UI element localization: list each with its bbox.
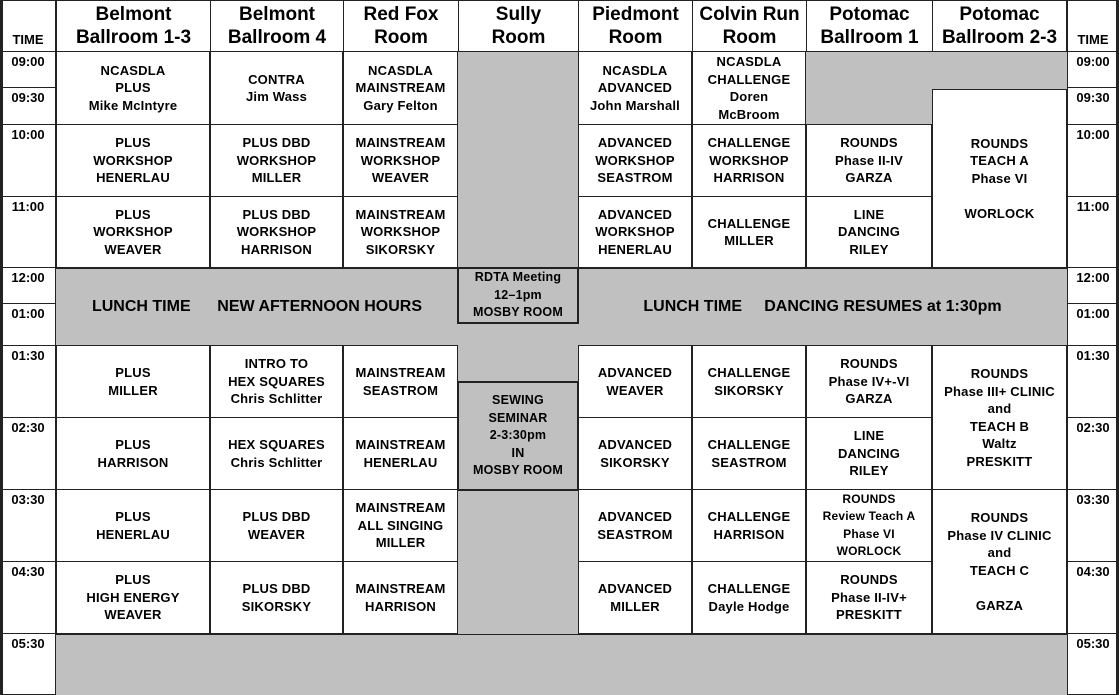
session-cell bbox=[806, 346, 932, 418]
session-cell bbox=[692, 418, 806, 490]
session-cell bbox=[343, 562, 458, 634]
session-cell bbox=[578, 418, 692, 490]
session-cell bbox=[343, 125, 458, 197]
session-cell bbox=[692, 346, 806, 418]
session-cell bbox=[210, 418, 343, 490]
time-slot-label bbox=[1067, 197, 1119, 268]
time-slot-label bbox=[0, 197, 56, 268]
room-header bbox=[806, 0, 932, 52]
text-line: 02:30 bbox=[1076, 420, 1110, 435]
time-slot-label bbox=[0, 304, 56, 346]
text-line: HARRISON bbox=[365, 598, 436, 614]
text-line: WEAVER bbox=[104, 607, 162, 623]
session-cell bbox=[692, 490, 806, 562]
text-line: PLUS bbox=[115, 206, 151, 222]
text-line: TEACH B bbox=[969, 418, 1030, 434]
text-line: LUNCH TIME NEW AFTERNOON HOURS bbox=[91, 298, 423, 315]
room-header bbox=[932, 0, 1067, 52]
session-cell bbox=[210, 52, 343, 125]
text-line: 09:00 bbox=[1076, 54, 1110, 69]
text-line: MILLER bbox=[610, 598, 660, 614]
text-line: WEAVER bbox=[606, 382, 664, 398]
text-line: Review Teach A bbox=[822, 509, 916, 523]
text-line: Gary Felton bbox=[363, 97, 438, 113]
potomac23-morning-rounds bbox=[932, 89, 1067, 268]
session-cell bbox=[806, 490, 932, 562]
text-line: HENERLAU bbox=[363, 454, 438, 470]
text-line: HEX SQUARES bbox=[228, 373, 325, 389]
text-line: John Marshall bbox=[589, 97, 680, 113]
text-line: WORKSHOP bbox=[236, 152, 317, 168]
text-line: MAINSTREAM bbox=[355, 365, 446, 380]
text-line: SIKORSKY bbox=[365, 241, 436, 257]
session-cell bbox=[56, 197, 210, 268]
text-line: Phase II-IV bbox=[835, 152, 903, 168]
text-line: Belmont bbox=[95, 4, 172, 25]
text-line: HEX SQUARES bbox=[228, 437, 325, 452]
text-line: RDTA Meeting bbox=[474, 270, 562, 285]
text-line: ADVANCED bbox=[597, 509, 673, 524]
text-line: MOSBY ROOM bbox=[473, 305, 563, 320]
session-cell bbox=[692, 197, 806, 268]
text-line: PLUS DBD bbox=[242, 581, 311, 596]
time-slot-label bbox=[1067, 125, 1119, 197]
text-line: Ballroom 1-3 bbox=[75, 27, 192, 48]
time-slot-label bbox=[1067, 562, 1119, 634]
text-line: LINE bbox=[853, 206, 885, 222]
time-header-left bbox=[0, 0, 56, 52]
session-cell bbox=[56, 490, 210, 562]
session-cell bbox=[692, 562, 806, 634]
session-cell bbox=[210, 562, 343, 634]
text-line: WORKSHOP bbox=[93, 224, 173, 240]
text-line: PLUS DBD bbox=[242, 206, 311, 222]
text-line: GARZA bbox=[975, 597, 1024, 613]
text-line: PLUS bbox=[115, 135, 151, 151]
text-line: DANCING bbox=[837, 224, 901, 240]
text-line: MOSBY ROOM bbox=[473, 463, 563, 478]
session-cell bbox=[578, 197, 692, 268]
text-line: MAINSTREAM bbox=[355, 135, 446, 151]
text-line: MAINSTREAM bbox=[355, 581, 446, 596]
text-line: TIME bbox=[12, 32, 44, 47]
text-line: CONTRA bbox=[248, 71, 305, 87]
time-slot-label bbox=[1067, 52, 1119, 88]
time-slot-label bbox=[0, 346, 56, 418]
text-line: GARZA bbox=[845, 391, 893, 407]
text-line: and bbox=[987, 401, 1012, 416]
text-line: 11:00 bbox=[1076, 199, 1110, 214]
text-line: Sully bbox=[495, 4, 542, 25]
text-line: Room bbox=[374, 27, 428, 48]
room-header bbox=[343, 0, 458, 52]
time-slot-label bbox=[0, 562, 56, 634]
text-line: 11:00 bbox=[11, 199, 45, 214]
potomac23-afternoon-rounds bbox=[932, 346, 1067, 490]
text-line: CHALLENGE bbox=[707, 581, 791, 596]
text-line: 01:00 bbox=[11, 306, 45, 321]
text-line: 2-3:30pm bbox=[489, 428, 547, 443]
text-line: WORKSHOP bbox=[236, 224, 317, 240]
text-line: ALL SINGING bbox=[357, 517, 444, 533]
text-line: CHALLENGE bbox=[707, 365, 791, 380]
text-line: Piedmont bbox=[592, 4, 679, 25]
text-line: MAINSTREAM bbox=[355, 80, 446, 96]
text-line: RILEY bbox=[849, 463, 889, 479]
text-line: PLUS bbox=[115, 365, 151, 380]
text-line: SIKORSKY bbox=[600, 454, 670, 470]
text-line: NCASDLA bbox=[602, 62, 668, 78]
text-line bbox=[998, 187, 1002, 205]
text-line: 04:30 bbox=[11, 564, 45, 579]
text-line: Ballroom 2-3 bbox=[941, 27, 1058, 48]
text-line: WEAVER bbox=[247, 526, 306, 542]
text-line: MAINSTREAM bbox=[355, 500, 446, 516]
left-border bbox=[0, 0, 3, 695]
text-line: SEWING bbox=[492, 393, 544, 408]
text-line: 02:30 bbox=[11, 420, 45, 435]
text-line: Ballroom 1 bbox=[820, 27, 919, 48]
text-line: ROUNDS bbox=[842, 491, 896, 506]
session-cell bbox=[692, 52, 806, 125]
text-line: 04:30 bbox=[1076, 564, 1110, 579]
potomac23-unscheduled bbox=[932, 52, 1067, 89]
text-line: PLUS bbox=[115, 572, 151, 588]
session-cell bbox=[210, 125, 343, 197]
text-line: 09:00 bbox=[11, 54, 45, 69]
text-line: ADVANCED bbox=[597, 437, 673, 452]
text-line: PRESKITT bbox=[966, 453, 1033, 469]
session-cell bbox=[806, 562, 932, 634]
session-cell bbox=[56, 562, 210, 634]
text-line: ROUNDS bbox=[840, 356, 898, 372]
text-line: WORLOCK bbox=[964, 205, 1035, 221]
text-line: CHALLENGE bbox=[707, 71, 791, 87]
session-cell bbox=[343, 418, 458, 490]
text-line bbox=[998, 579, 1002, 597]
text-line: WORKSHOP bbox=[709, 152, 789, 168]
session-cell bbox=[806, 197, 932, 268]
text-line: PRESKITT bbox=[836, 607, 902, 623]
text-line: TEACH C bbox=[969, 562, 1030, 578]
text-line: McBroom bbox=[718, 106, 780, 122]
time-slot-label bbox=[0, 268, 56, 304]
text-line: 05:30 bbox=[11, 636, 45, 651]
text-line: WORKSHOP bbox=[93, 152, 173, 168]
text-line: 09:30 bbox=[11, 90, 45, 105]
text-line: Phase IV+-VI bbox=[828, 373, 910, 389]
text-line: CHALLENGE bbox=[707, 215, 791, 231]
time-slot-label bbox=[1067, 268, 1119, 304]
text-line: TEACH A bbox=[970, 153, 1029, 169]
text-line: HIGH ENERGY bbox=[86, 589, 180, 605]
time-slot-label bbox=[1067, 634, 1119, 695]
text-line: Waltz bbox=[982, 436, 1017, 451]
text-line: PLUS DBD bbox=[242, 509, 311, 524]
text-line: SIKORSKY bbox=[714, 382, 784, 398]
text-line: WEAVER bbox=[371, 170, 430, 186]
text-line: ADVANCED bbox=[597, 365, 673, 380]
text-line: CHALLENGE bbox=[707, 509, 791, 524]
text-line: Phase VI bbox=[843, 526, 895, 541]
text-line: ROUNDS bbox=[840, 135, 898, 151]
text-line: MILLER bbox=[251, 170, 302, 186]
time-slot-label bbox=[1067, 346, 1119, 418]
text-line: Phase IV CLINIC bbox=[947, 527, 1052, 543]
text-line: DANCING bbox=[837, 445, 901, 461]
session-cell bbox=[343, 52, 458, 125]
text-line: SEASTROM bbox=[597, 526, 673, 542]
text-line: and bbox=[987, 545, 1012, 560]
session-cell bbox=[578, 52, 692, 125]
session-cell bbox=[806, 418, 932, 490]
time-slot-label bbox=[0, 634, 56, 695]
text-line: Red Fox bbox=[363, 4, 439, 25]
text-line: PLUS bbox=[115, 509, 151, 524]
text-line: PLUS bbox=[115, 80, 151, 96]
text-line: Chris Schlitter bbox=[230, 391, 323, 407]
text-line: MAINSTREAM bbox=[355, 437, 446, 452]
text-line: 01:30 bbox=[1076, 348, 1110, 363]
text-line: RILEY bbox=[849, 241, 889, 257]
text-line: 12:00 bbox=[11, 270, 45, 285]
text-line: 12–1pm bbox=[494, 287, 542, 302]
time-slot-label bbox=[0, 490, 56, 562]
time-slot-label bbox=[0, 125, 56, 197]
text-line: Room bbox=[491, 27, 546, 48]
text-line: HARRISON bbox=[97, 454, 169, 470]
text-line: MILLER bbox=[724, 233, 774, 248]
text-line: NCASDLA bbox=[100, 62, 166, 78]
session-cell bbox=[578, 125, 692, 197]
text-line: LINE bbox=[853, 428, 885, 444]
text-line: ROUNDS bbox=[840, 572, 898, 588]
room-header bbox=[210, 0, 343, 52]
text-line: ROUNDS bbox=[970, 510, 1029, 525]
text-line: SIKORSKY bbox=[241, 598, 312, 614]
text-line: MAINSTREAM bbox=[355, 206, 446, 222]
session-cell bbox=[343, 490, 458, 562]
text-line: 10:00 bbox=[11, 127, 45, 142]
room-header bbox=[56, 0, 210, 52]
lunch-banner-left bbox=[56, 268, 458, 346]
text-line: WORKSHOP bbox=[360, 224, 441, 240]
text-line: 01:30 bbox=[11, 348, 45, 363]
session-cell bbox=[210, 490, 343, 562]
room-header bbox=[458, 0, 578, 52]
text-line: WORKSHOP bbox=[595, 152, 675, 168]
text-line: Room bbox=[608, 27, 663, 48]
text-line: HENERLAU bbox=[96, 170, 170, 186]
text-line: ADVANCED bbox=[597, 581, 673, 596]
room-header bbox=[692, 0, 806, 52]
text-line: HARRISON bbox=[713, 526, 785, 542]
session-cell bbox=[578, 562, 692, 634]
lunch-banner-right bbox=[578, 268, 1067, 346]
evening-unscheduled bbox=[56, 634, 1067, 695]
session-cell bbox=[56, 346, 210, 418]
text-line: TIME bbox=[1077, 32, 1109, 47]
text-line: Potomac bbox=[959, 4, 1040, 25]
session-cell bbox=[806, 125, 932, 197]
text-line: Potomac bbox=[829, 4, 910, 25]
text-line: MILLER bbox=[375, 535, 426, 551]
text-line: ADVANCED bbox=[597, 135, 673, 151]
session-cell bbox=[692, 125, 806, 197]
text-line: INTRO TO bbox=[244, 356, 309, 372]
text-line: Jim Wass bbox=[245, 89, 308, 104]
text-line: Room bbox=[722, 27, 777, 48]
text-line: ROUNDS bbox=[970, 366, 1029, 381]
text-line: SEASTROM bbox=[362, 382, 439, 398]
text-line: PLUS DBD bbox=[242, 135, 311, 151]
text-line: 12:00 bbox=[1076, 270, 1110, 285]
sewing-seminar-box bbox=[457, 381, 579, 491]
time-slot-label bbox=[1067, 304, 1119, 346]
text-line: Phase II-IV+ bbox=[831, 589, 907, 605]
text-line: CHALLENGE bbox=[707, 437, 791, 452]
session-cell bbox=[343, 197, 458, 268]
rdta-meeting-box bbox=[457, 267, 579, 324]
text-line: SEASTROM bbox=[711, 454, 787, 470]
time-slot-label bbox=[1067, 418, 1119, 490]
text-line: WORKSHOP bbox=[595, 224, 675, 240]
text-line: GARZA bbox=[845, 170, 893, 186]
text-line: SEASTROM bbox=[597, 170, 673, 186]
text-line: Belmont bbox=[239, 4, 315, 25]
session-cell bbox=[56, 52, 210, 125]
text-line: 03:30 bbox=[11, 492, 45, 507]
text-line: ADVANCED bbox=[597, 206, 673, 222]
text-line: HENERLAU bbox=[96, 526, 170, 542]
session-cell bbox=[56, 125, 210, 197]
text-line: HARRISON bbox=[241, 241, 312, 257]
session-cell bbox=[56, 418, 210, 490]
potomac1-unscheduled bbox=[806, 52, 932, 125]
text-line: 09:30 bbox=[1076, 90, 1110, 105]
session-cell bbox=[578, 346, 692, 418]
time-slot-label bbox=[1067, 88, 1119, 125]
text-line: ADVANCED bbox=[597, 80, 673, 96]
text-line: Chris Schlitter bbox=[230, 454, 323, 470]
text-line: WEAVER bbox=[104, 241, 162, 257]
session-cell bbox=[210, 197, 343, 268]
text-line: ROUNDS bbox=[970, 135, 1029, 151]
time-slot-label bbox=[0, 418, 56, 490]
text-line: 10:00 bbox=[1076, 127, 1110, 142]
text-line: 01:00 bbox=[1076, 306, 1110, 321]
text-line: LUNCH TIME DANCING RESUMES at 1:30pm bbox=[643, 298, 1002, 315]
text-line: Phase VI bbox=[971, 170, 1028, 186]
text-line: NCASDLA bbox=[368, 62, 433, 78]
potomac23-late-rounds bbox=[932, 490, 1067, 634]
text-line: 05:30 bbox=[1076, 636, 1110, 651]
text-line: Colvin Run bbox=[699, 4, 800, 25]
text-line: WORKSHOP bbox=[360, 152, 441, 168]
text-line: Mike McIntyre bbox=[88, 97, 178, 113]
text-line: Ballroom 4 bbox=[227, 27, 327, 48]
session-cell bbox=[343, 346, 458, 418]
text-line: 03:30 bbox=[1076, 492, 1110, 507]
text-line: PLUS bbox=[115, 437, 151, 452]
session-cell bbox=[210, 346, 343, 418]
text-line: SEMINAR bbox=[488, 410, 548, 425]
text-line: Dayle Hodge bbox=[708, 598, 790, 614]
text-line: IN bbox=[511, 445, 525, 460]
time-slot-label bbox=[0, 52, 56, 88]
session-cell bbox=[578, 490, 692, 562]
text-line: Phase III+ CLINIC bbox=[944, 383, 1055, 399]
text-line: MILLER bbox=[108, 382, 158, 398]
text-line: CHALLENGE bbox=[707, 135, 791, 151]
text-line: NCASDLA bbox=[716, 54, 782, 69]
text-line: HENERLAU bbox=[598, 241, 672, 257]
room-header bbox=[578, 0, 692, 52]
text-line: Doren bbox=[729, 89, 769, 104]
time-header-right bbox=[1067, 0, 1119, 52]
sully-unscheduled bbox=[458, 52, 578, 268]
time-slot-label bbox=[1067, 490, 1119, 562]
time-slot-label bbox=[0, 88, 56, 125]
text-line: HARRISON bbox=[713, 170, 785, 186]
text-line: WORLOCK bbox=[836, 544, 902, 558]
